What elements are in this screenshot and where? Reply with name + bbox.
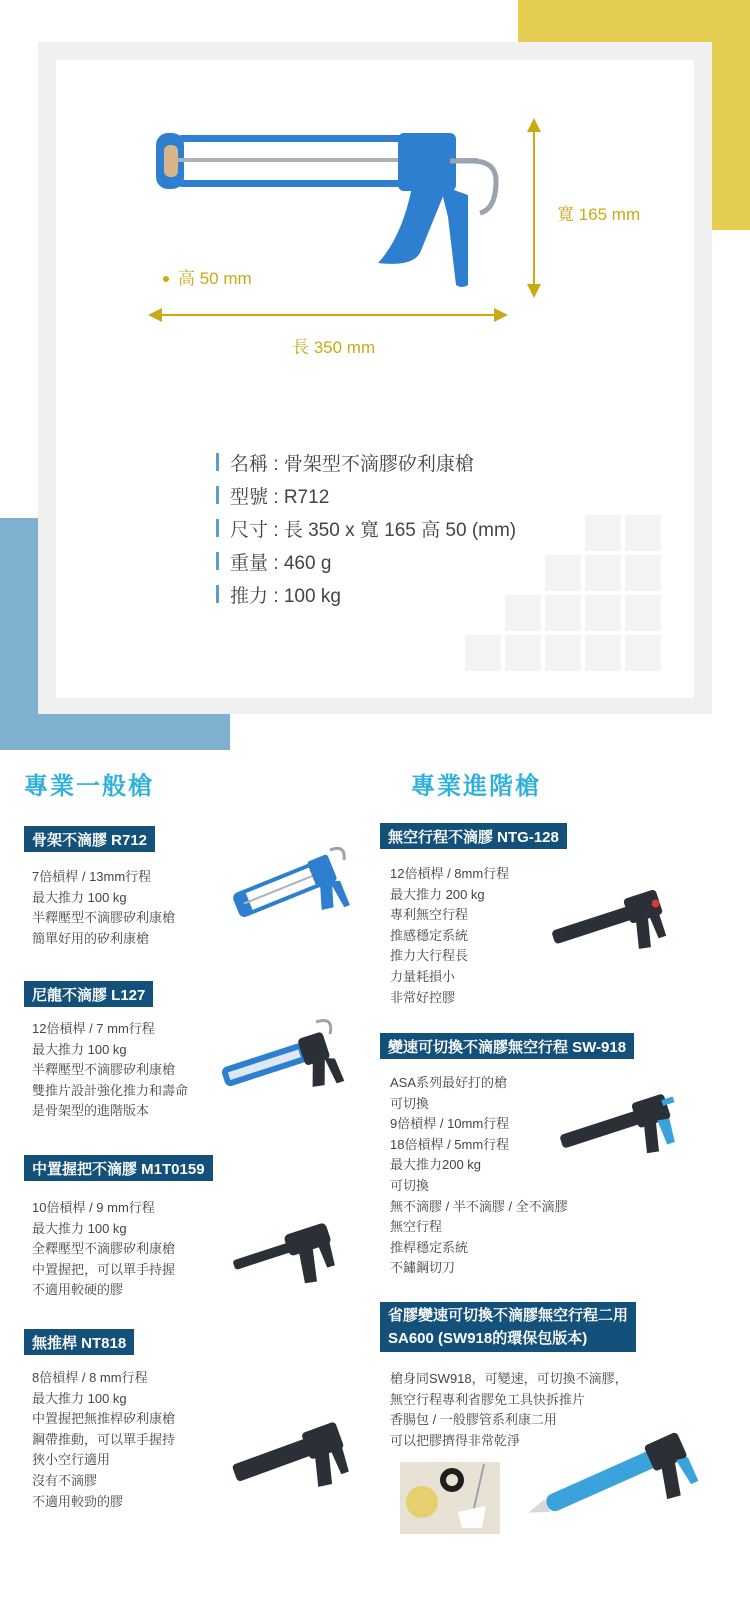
gun-image-sa600 [520, 1410, 720, 1534]
product-label-nt818: 無推桿 NT818 [24, 1329, 134, 1355]
gun-image-nt818 [226, 1400, 356, 1500]
product-desc-ntg128: 12倍槓桿 / 8mm行程 最大推力 200 kg 專利無空行程 推感穩定系統 推力大行程長 力量耗損小 非常好控膠 [390, 866, 510, 1005]
height-bullet [163, 276, 169, 282]
length-dimension-label: 長 350 mm [292, 338, 376, 357]
product-label-sa600: 省膠變速可切換不滴膠無空行程二用 SA600 (SW918的環保包版本) [380, 1302, 636, 1352]
gun-image-m1t0159 [228, 1208, 354, 1292]
gun-image-r712 [226, 842, 354, 928]
product-desc-r712: 7倍槓桿 / 13mm行程 最大推力 100 kg 半釋壓型不滴膠矽利康槍 簡單好用的矽利康槍 [32, 869, 176, 946]
gun-image-l127 [216, 1014, 354, 1100]
width-dimension-arrow [524, 118, 544, 298]
sa600-accessories-photo [400, 1462, 500, 1534]
basic-guns-title: 專業一般槍 [24, 773, 154, 800]
product-desc-l127: 12倍槓桿 / 7 mm行程 最大推力 100 kg 半釋壓型不滴膠矽利康槍 雙推片設計強化推力和壽命 是骨架型的進階版本 [32, 1021, 189, 1119]
product-label-r712: 骨架不滴膠 R712 [24, 826, 155, 852]
spec-weight: 重量 : 460 g [216, 546, 556, 576]
gun-image-ntg128 [546, 878, 676, 958]
product-label-sw918: 變速可切換不滴膠無空行程 SW-918 [380, 1033, 634, 1059]
height-dimension-label: 高 50 mm [178, 269, 252, 288]
product-desc-sa600: 槍身同SW918，可變速，可切換不滴膠， 無空行程專利省膠免工具快拆推片 香腸包 / 一般膠管系利康二用 可以把膠擠得非常乾淨 [390, 1371, 628, 1448]
product-label-l127: 尼龍不滴膠 L127 [24, 981, 153, 1007]
product-label-m1t0159: 中置握把不滴膠 M1T0159 [24, 1155, 213, 1181]
product-label-ntg128: 無空行程不滴膠 NTG-128 [380, 823, 567, 849]
spec-force: 推力 : 100 kg [216, 579, 556, 609]
spec-size: 尺寸 : 長 350 x 寬 165 高 50 (mm) [216, 513, 556, 543]
spec-name: 名稱 : 骨架型不滴膠矽利康槍 [216, 447, 556, 477]
length-dimension-arrow [148, 306, 508, 324]
gun-image-sw918 [554, 1080, 686, 1164]
product-desc-nt818: 8倍槓桿 / 8 mm行程 最大推力 100 kg 中置握把無推桿矽利康槍 鋼帶推動，可以單手握持 狹小空行適用 沒有不滴膠 不適用較勁的膠 [32, 1370, 176, 1509]
spec-model: 型號 : R712 [216, 480, 556, 510]
width-dimension-label: 寬 165 mm [557, 205, 641, 224]
product-desc-m1t0159: 10倍槓桿 / 9 mm行程 最大推力 100 kg 全釋壓型不滴膠矽利康槍 中置握把，可以單手持握 不適用較硬的膠 [32, 1200, 176, 1298]
advanced-guns-title: 專業進階槍 [411, 773, 541, 800]
product-desc-sw918: ASA系列最好打的槍 可切換 9倍槓桿 / 10mm行程 18倍槓桿 / 5mm行程 最大推力200 kg 可切換 無不滴膠 / 半不滴膠 / 全不滴膠 無空行程 推桿穩定系統 不鏽鋼切刀 [390, 1075, 568, 1276]
